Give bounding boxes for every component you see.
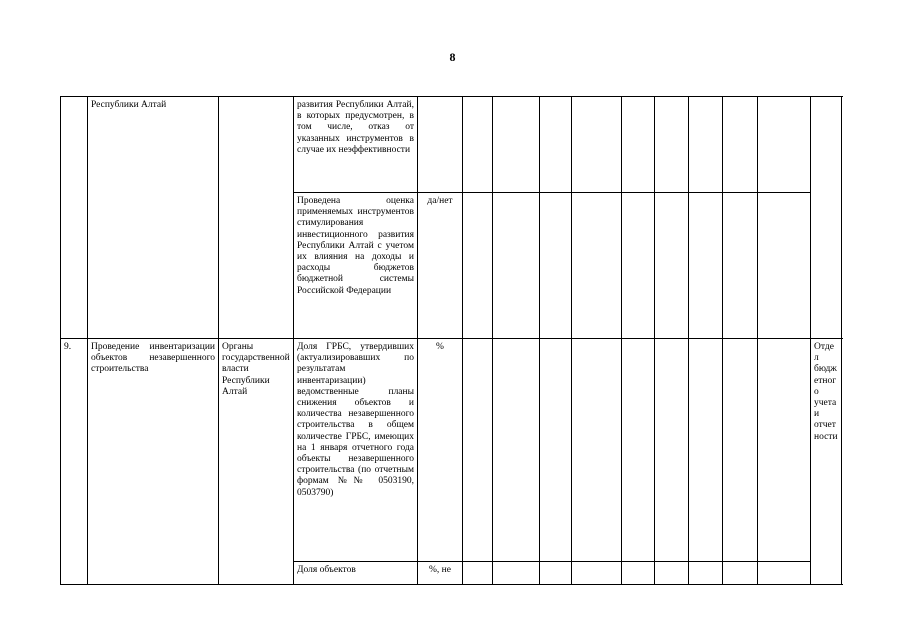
value-cell [758,562,811,585]
responsible-cell [811,97,842,339]
table-row [61,339,842,562]
table-row [61,97,842,193]
value-cell [463,97,493,193]
value-cell [689,193,723,339]
value-cell [493,193,540,339]
value-cell [758,97,811,193]
value-cell [723,97,758,193]
value-cell [723,562,758,585]
value-cell [540,339,572,562]
value-cell [622,562,655,585]
indicator-cell: Доля ГРБС, утвердивших (актуализировавших по результатам инвентаризации) ведомственные планы снижения объектов и количества незавершенного строительства в общем количестве ГРБС, имеющих на 1 января отчетного года объекты незавершенного строительства (по отчетным формам №№ 0503190, 0503790) [294,339,418,562]
indicator-cell: Проведена оценка применяемых инструментов стимулирования инвестиционного развития Республики Алтай с учетом их влияния на доходы и расходы бюджетов бюджетной системы Российской Федерации [294,193,418,339]
value-cell [622,193,655,339]
activity-cell: Республики Алтай [88,97,219,339]
unit-cell [418,97,463,193]
value-cell [655,339,689,562]
indicator-cell: развития Республики Алтай, в которых предусмотрен, в том числе, отказ от указанных инструментов в случае их неэффективности [294,97,418,193]
document-table [60,96,842,585]
value-cell [572,562,622,585]
value-cell [463,562,493,585]
value-cell [655,562,689,585]
value-cell [655,193,689,339]
value-cell [723,339,758,562]
value-cell [540,97,572,193]
unit-cell: да/нет [418,193,463,339]
value-cell [622,339,655,562]
value-cell [463,193,493,339]
value-cell [493,97,540,193]
value-cell [723,193,758,339]
value-cell [540,562,572,585]
value-cell [493,339,540,562]
unit-cell: %, не [418,562,463,585]
page-number: 8 [449,50,456,64]
row-number-cell [61,97,88,339]
value-cell [572,339,622,562]
value-cell [758,193,811,339]
value-cell [463,339,493,562]
value-cell [572,97,622,193]
value-cell [689,562,723,585]
executor-cell: Органы государственной власти Республики Алтай [219,339,294,585]
unit-cell: % [418,339,463,562]
indicator-cell: Доля объектов [294,562,418,585]
row-number-cell: 9. [61,339,88,585]
responsible-cell: Отдел бюджетного учета и отчетности [811,339,842,585]
value-cell [689,97,723,193]
value-cell [655,97,689,193]
executor-cell [219,97,294,339]
value-cell [622,97,655,193]
value-cell [572,193,622,339]
activity-cell: Проведение инвентаризации объектов незавершенного строительства [88,339,219,585]
value-cell [540,193,572,339]
value-cell [689,339,723,562]
value-cell [758,339,811,562]
value-cell [493,562,540,585]
